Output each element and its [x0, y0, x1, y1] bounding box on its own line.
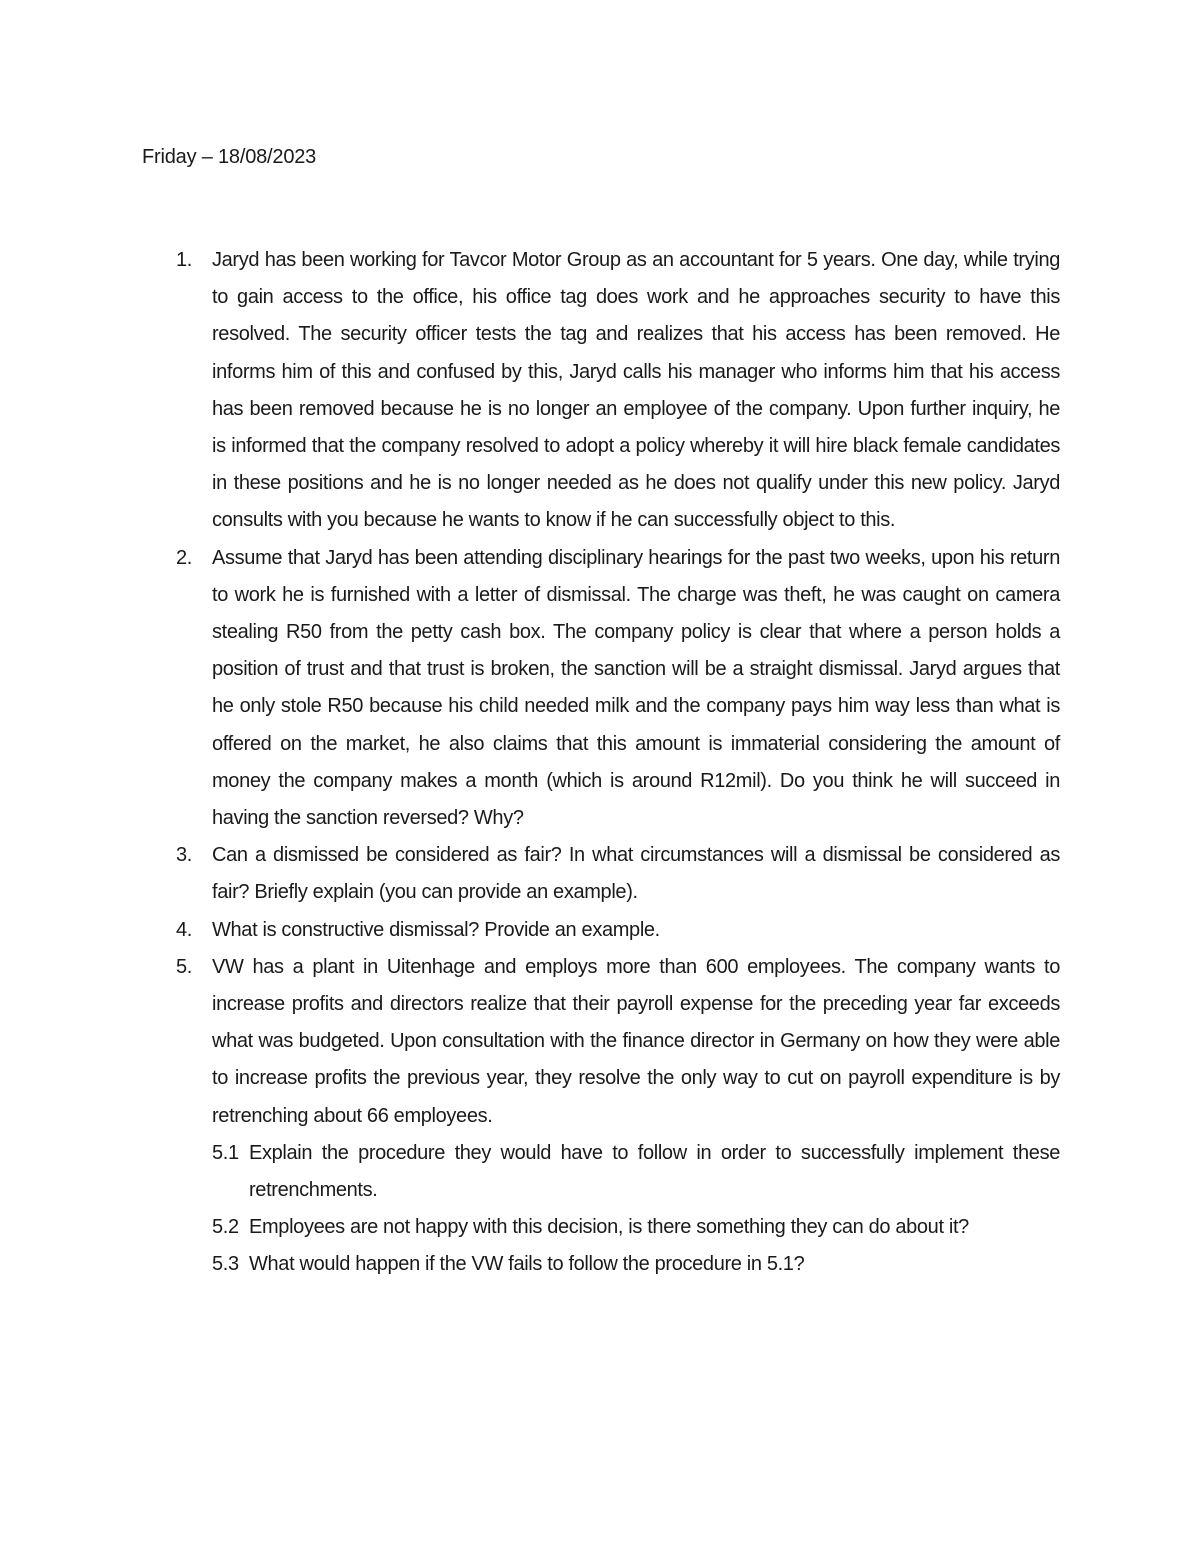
- sub-question-text: Explain the procedure they would have to follow in order to successfully implement these retrenchments.: [249, 1141, 1060, 1202]
- sub-question-text: Employees are not happy with this decision, is there something they can do about it?: [249, 1216, 969, 1239]
- sub-question-number: 5.1: [212, 1141, 239, 1164]
- question-text: Assume that Jaryd has been attending disciplinary hearings for the past two weeks, upon his return to work he is furnished with a letter of dismissal. The charge was theft, he was caught on camera stealing R50 from the petty cash box. The company policy is clear that where a person holds a position of trust and that trust is broken, the sanction will be a straight dismissal. Jaryd argues that he only stole R50 because his child needed milk and the company pays him way less than what is offered on the market, he also claims that this amount is immaterial considering the amount of money the company makes a month (which is around R12mil). Do you think he will succeed in having the sanction reversed? Why?: [212, 546, 1060, 830]
- question-number: 5.: [176, 955, 192, 978]
- question-text: Jaryd has been working for Tavcor Motor Group as an accountant for 5 years. One day, while trying to gain access to the office, his office tag does work and he approaches security to have this resolved. The security officer tests the tag and realizes that his access has been removed. He informs him of this and confused by this, Jaryd calls his manager who informs him that his access has been removed because he is no longer an employee of the company. Upon further inquiry, he is informed that the company resolved to adopt a policy whereby it will hire black female candidates in these positions and he is no longer needed as he does not qualify under this new policy. Jaryd consults with you because he wants to know if he can successfully object to this.: [212, 249, 1060, 532]
- date-heading: Friday – 18/08/2023: [142, 146, 317, 168]
- sub-question-number: 5.2: [212, 1216, 239, 1239]
- sub-question-number: 5.3: [212, 1253, 239, 1276]
- question-list: [142, 242, 1060, 1284]
- question-number: 3.: [176, 844, 192, 867]
- sub-question-5-1: [212, 1135, 1060, 1209]
- sub-question-5-2: [212, 1209, 1060, 1246]
- question-text: Can a dismissed be considered as fair? In what circumstances will a dismissal be considered as fair? Briefly explain (you can provide an example).: [212, 844, 1060, 904]
- question-text: What is constructive dismissal? Provide an example.: [212, 918, 660, 941]
- question-2: [142, 540, 1060, 838]
- question-text: VW has a plant in Uitenhage and employs more than 600 employees. The company wants to increase profits and directors realize that their payroll expense for the preceding year far exceeds what was budgeted. Upon consultation with the finance director in Germany on how they were able to increase profits the previous year, they resolve the only way to cut on payroll expenditure is by retrenching about 66 employees.: [212, 955, 1060, 1127]
- question-1: [142, 242, 1060, 540]
- question-number: 4.: [176, 918, 192, 941]
- sub-question-list: [212, 1135, 1060, 1284]
- question-4: [142, 912, 1060, 949]
- question-3: [142, 837, 1060, 911]
- question-5: [142, 949, 1060, 1284]
- question-number: 2.: [176, 546, 192, 569]
- sub-question-5-3: [212, 1246, 1060, 1283]
- sub-question-text: What would happen if the VW fails to follow the procedure in 5.1?: [249, 1253, 805, 1276]
- question-number: 1.: [176, 249, 192, 271]
